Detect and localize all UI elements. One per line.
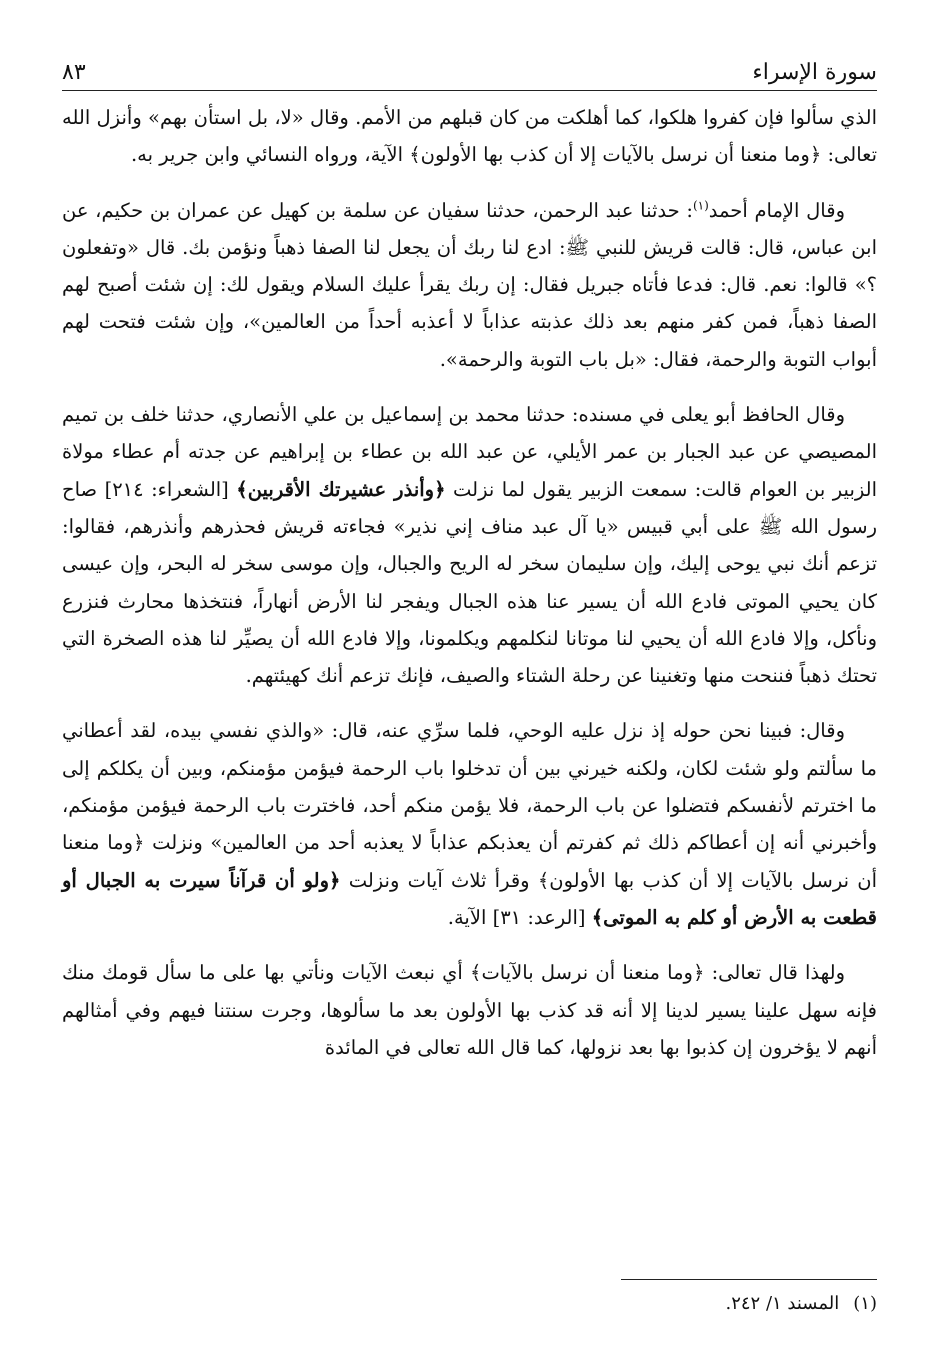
footnote	[62, 1290, 877, 1318]
footnote-reference: (١)	[692, 198, 709, 213]
page-number: ٨٣	[62, 60, 86, 85]
footnote-text: المسند ١/ ٢٤٢.	[725, 1293, 840, 1314]
paragraph-3-text-start: وقال الحافظ أبو يعلى في مسنده: حدثنا محمد بن إسماعيل بن علي الأنصاري، حدثنا خلف بن تميم المصيصي عن عبد الجبار بن عمر الأيلي، عن عبد الله بن عطاء بن إبراهيم عن جدته أم عطاء مولاة الزبير بن العوام قالت: سمعت الزبير يقول لما نزلت	[62, 403, 877, 501]
paragraph-2-text-start: وقال الإمام أحمد	[708, 198, 845, 222]
paragraph-4-text-start: وقال: فبينا نحن حوله إذ نزل عليه الوحي، فلما سرِّي عنه، قال: «والذي نفسي بيده، لقد أعطاني ما سألتم ولو شئت لكان، ولكنه خيرني بين أن تدخلوا باب الرحمة فيؤمن مؤمنكم، وبين أن يكلكم إلى ما اخترتم لأنفسكم فتضلوا عن باب الرحمة، فلا يؤمن منكم أحد، فاخترت باب الرحمة فيؤمن مؤمنكم، وأخبرني أنه إن أعطاكم ذلك ثم كفرتم أن يعذبكم عذاباً لا يعذبه أحد من العالمين» ونزلت ﴿وما منعنا أن نرسل بالآيات إلا أن كذب بها الأولون﴾ وقرأ ثلاث آيات ونزلت	[62, 719, 877, 892]
paragraph-1-text: الذي سألوا فإن كفروا هلكوا، كما أهلكت من كان قبلهم من الأمم. وقال «لا، بل استأن بهم» وأنزل الله تعالى: ﴿وما منعنا أن نرسل بالآيات إلا أن كذب بها الأولون﴾ الآية، ورواه النسائي وابن جرير به.	[62, 106, 877, 167]
surah-title: سورة الإسراء	[752, 60, 877, 85]
footnote-divider	[621, 1279, 877, 1280]
page-header	[62, 52, 877, 91]
paragraph-2	[62, 192, 877, 378]
quran-quote-raad: ﴿ولو أن قرآناً سيرت به الجبال أو قطعت به الأرض أو كلم به الموتى﴾	[62, 868, 877, 929]
footnote-number: (١)	[853, 1293, 877, 1314]
page-body	[62, 99, 877, 1066]
paragraph-2-text-rest: : حدثنا عبد الرحمن، حدثنا سفيان عن سلمة بن كهيل عن عمران بن حكيم، عن ابن عباس، قال: قالت قريش للنبي ﷺ: ادع لنا ربك أن يجعل لنا الصفا ذهباً ونؤمن بك. قال «وتفعلون ؟» قالوا: نعم. قال: فدعا فأتاه جبريل فقال: إن ربك يقرأ عليك السلام ويقول لك: إن شئت أصبح لهم الصفا ذهباً، فمن كفر منهم بعد ذلك عذبته عذاباً لا أعذبه أحداً من العالمين»، وإن شئت فتحت لهم أبواب التوبة والرحمة، فقال: «بل باب التوبة والرحمة».	[62, 198, 877, 371]
paragraph-4-text-rest: [الرعد: ٣١] الآية.	[447, 905, 592, 929]
paragraph-5	[62, 954, 877, 1066]
paragraph-3	[62, 396, 877, 694]
paragraph-3-text-rest: [الشعراء: ٢١٤] صاح رسول الله ﷺ على أبي قبيس «يا آل عبد مناف إني نذير» فجاءته قريش فحذرهم وأنذرهم، فقالوا: تزعم أنك نبي يوحى إليك، وإن سليمان سخر له الريح والجبال، وإن موسى سخر له البحر، وإن عيسى كان يحيي الموتى فادع الله أن يسير عنا هذه الجبال ويفجر لنا الأرض أنهاراً، فنتخذها محارث فنزرع ونأكل، وإلا فادع الله أن يحيي لنا موتانا لنكلمهم ويكلمونا، وإلا فادع الله أن يصيِّر لنا هذه الصخرة التي تحتك ذهباً فننحت منها وتغنينا عن رحلة الشتاء والصيف، فإنك تزعم أنك كهيئتهم.	[62, 477, 877, 688]
paragraph-1	[62, 99, 877, 174]
quran-quote-shuara: ﴿وأنذر عشيرتك الأقربين﴾	[236, 477, 446, 501]
paragraph-5-text: ولهذا قال تعالى: ﴿وما منعنا أن نرسل بالآيات﴾ أي نبعث الآيات ونأتي بها على ما سأل قومك منك فإنه سهل علينا يسير لدينا إلا أنه قد كذب بها الأولون بعد ما سألوها، وجرت سنتنا فيهم وفي أمثالهم أنهم لا يؤخرون إن كذبوا بها بعد نزولها، كما قال الله تعالى في المائدة	[62, 961, 877, 1059]
book-page	[62, 52, 877, 1352]
paragraph-4	[62, 712, 877, 936]
